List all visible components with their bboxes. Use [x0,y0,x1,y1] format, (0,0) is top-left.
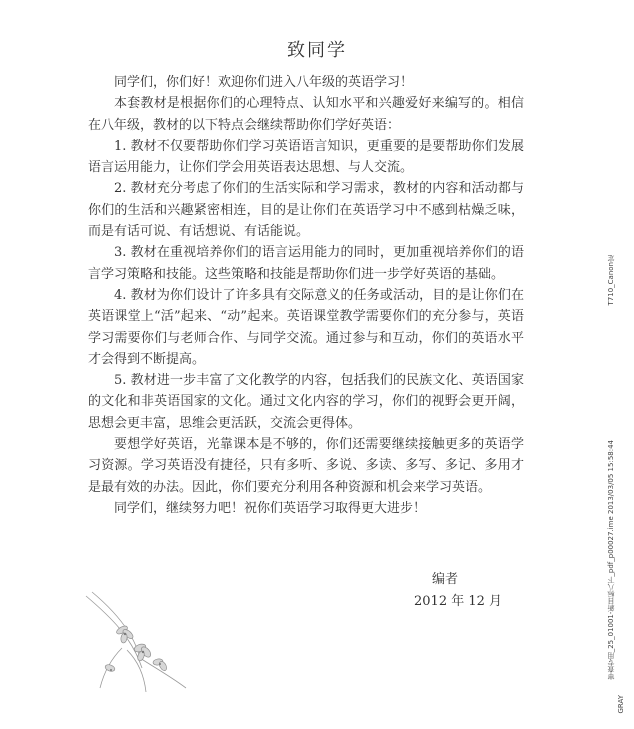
page-title: 致同学 [287,40,347,61]
letter-body [88,72,524,519]
paragraph-point-4: 4. 教材为你们设计了许多具有交际意义的任务或活动，目的是让你们在英语课堂上“活”起来、“动”起来。英语课堂教学需要你们的充分参与，英语学习需要你们与老师合作、与同学交流。通过参与和互动，你们的英语水平才会得到不断提高。 [88,287,524,367]
side-print-metadata: 审查专用_25_01001-新目标八下_pdf_p00027.ime 2013/03/05 15:58:44 [607,440,615,681]
paragraph-intro: 本套教材是根据你们的心理特点、认知水平和兴趣爱好来编写的。相信在八年级，教材的以下特点会继续帮助你们学好英语： [88,96,524,133]
paragraph-advice: 要想学好英语，光靠课本是不够的，你们还需要继续接触更多的英语学习资源。学习英语没有捷径，只有多听、多说、多读、多写、多记、多用才是最有效的办法。因此，你们要充分利用各种资源和机会来学习英语。 [88,437,524,495]
orchid-illustration [82,588,192,698]
side-stamp-text: T710_Canon定 [607,255,615,306]
paragraph-point-2: 2. 教材充分考虑了你们的生活实际和学习需求，教材的内容和活动都与你们的生活和兴趣紧密相连，目的是让你们在英语学习中不感到枯燥乏味，而是有话可说、有话想说、有话能说。 [88,181,524,240]
signature-editor: 编者 [432,572,459,587]
paragraph-closing: 同学们，继续努力吧！祝你们英语学习取得更大进步！ [114,500,427,516]
paragraph-point-3: 3. 教材在重视培养你们的语言运用能力的同时，更加重视培养你们的语言学习策略和技能。这些策略和技能是帮助你们进一步学好英语的基础。 [88,245,524,282]
paragraph-greeting: 同学们，你们好！欢迎你们进入八年级的英语学习！ [114,75,414,90]
paragraph-point-1: 1. 教材不仅要帮助你们学习英语语言知识，更重要的是要帮助你们发展语言运用能力，让你们学会用英语表达思想、与人交流。 [88,138,524,176]
paragraph-point-5: 5. 教材进一步丰富了文化教学的内容，包括我们的民族文化、英语国家的文化和非英语国家的文化。通过文化内容的学习，你们的视野会更开阔，思想会更丰富，思维会更活跃，交流会更得体。 [88,373,524,431]
signature-date: 2012 年 12 月 [414,594,503,609]
side-gray-label: GRAY [617,695,625,714]
